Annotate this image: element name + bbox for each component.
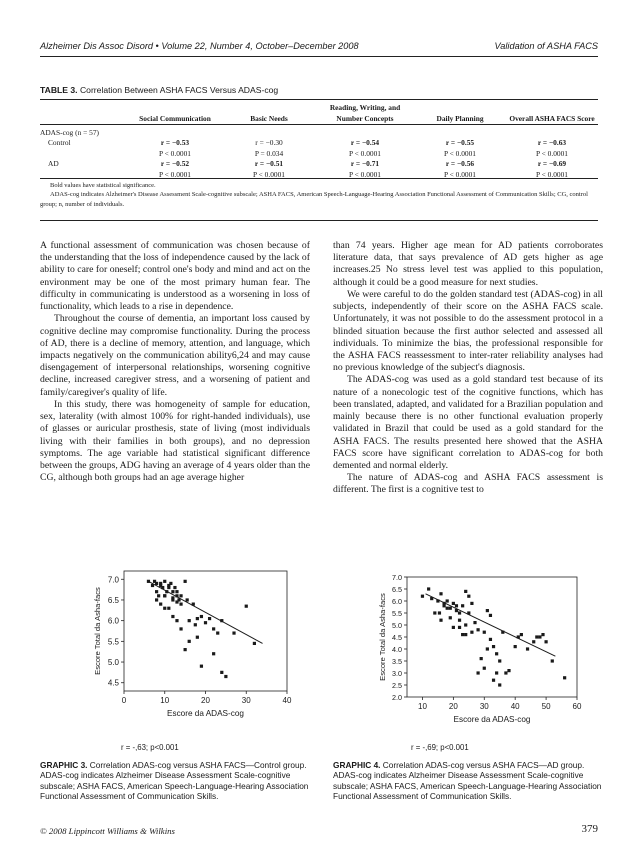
- data-point: [208, 617, 211, 620]
- data-point: [155, 598, 158, 601]
- table-top-rule: [40, 99, 598, 100]
- x-tick-label: 60: [572, 702, 582, 711]
- paragraph: A functional assessment of communication was chosen because of the understanding that the loss of independence caused by the lack of ability to care for oneself; control one's body and mind and act on the environment may be one of the most primary human fear. The difficulty in communicating is understood as a worsening in loss of functionality, which leads to a rise in dependence.: [40, 240, 310, 313]
- graphic-3-caption: [40, 760, 312, 802]
- table-header-cell: Daily Planning: [436, 113, 484, 123]
- data-point: [483, 631, 486, 634]
- data-point: [504, 671, 507, 674]
- x-tick-label: 40: [510, 702, 520, 711]
- data-point: [173, 586, 176, 589]
- data-point: [492, 645, 495, 648]
- data-point: [449, 607, 452, 610]
- journal-citation: Alzheimer Dis Assoc Disord • Volume 22, Number 4, October–December 2008: [40, 41, 359, 51]
- x-tick-label: 20: [448, 702, 458, 711]
- data-point: [461, 604, 464, 607]
- data-point: [163, 607, 166, 610]
- paragraph: than 74 years. Higher age mean for AD patients corroborates literature data, that says prevalence of AD gets higher as age increases.25 No stress level test was applied to this population, although it could be a good measure for next studies.: [333, 240, 603, 288]
- data-point: [458, 611, 461, 614]
- table-cell: P = 0.034: [254, 148, 284, 158]
- caption-text: Correlation ADAS-cog versus ASHA FACS—AD group. ADAS-cog indicates Alzheimer Disease Assessment Scale-cognitive subscale; ASHA FACS, American Speech-Language-Hearing Association Functional Assessment of Communication Skills.: [333, 760, 602, 802]
- paragraph: Throughout the course of dementia, an important loss caused by cognitive decline may compromise functionality. During the process of AD, there is a decline of memory, attention, and language, which impacts negatively on the communication ability6,24 and may cause disengagement of interpersonal relationships, worsening cognitive decline, increased caregiver stress, and a worsening of patient and family/caregiver's quality of life.: [40, 313, 310, 398]
- plot-frame: [124, 571, 287, 691]
- data-point: [489, 638, 492, 641]
- y-tick-label: 2.5: [392, 681, 402, 690]
- table-row: [40, 149, 598, 159]
- data-point: [458, 619, 461, 622]
- graphic-3-stat: r = -,63; p<0.001: [121, 743, 179, 752]
- x-tick-label: 30: [479, 702, 489, 711]
- body-column-right: [333, 240, 603, 497]
- caption-text: Correlation ADAS-cog versus ASHA FACS—Control group. ADAS-cog indicates Alzheimer Disease Assessment Scale-cognitive subscale; ASHA FACS, American Speech-Language-Hearing Association Functional Assessment of Communication Skills.: [40, 760, 309, 802]
- data-point: [200, 615, 203, 618]
- body-column-left: [40, 240, 310, 484]
- data-point: [171, 596, 174, 599]
- y-tick-label: 4.0: [392, 645, 402, 654]
- y-tick-label: 6.0: [107, 616, 119, 626]
- paragraph: The ADAS-cog was used as a gold standard test because of its nature of a nonecologic test of the cognitive functions, which has been translated, adapted, and validated for a Brazilian population and mainly because there is no other functional evaluation properly validated in Brazil that could be used as a gold standard for the ASHA FACS. The results presented here showed that the ASHA FACS score have significant correlation to ADAS-cog for both demented and normal elderly.: [333, 374, 603, 471]
- article-short-title: Validation of ASHA FACS: [494, 41, 598, 51]
- data-point: [427, 587, 430, 590]
- data-point: [163, 580, 166, 583]
- data-point: [464, 590, 467, 593]
- y-tick-label: 5.5: [392, 609, 402, 618]
- data-point: [532, 640, 535, 643]
- data-point: [186, 598, 189, 601]
- table-cell: P < 0.0001: [158, 148, 192, 158]
- data-point: [495, 652, 498, 655]
- data-point: [498, 659, 501, 662]
- graphic-4: [378, 565, 593, 740]
- y-axis-label: Escore Total da Asha-facs: [378, 593, 387, 681]
- data-point: [216, 631, 219, 634]
- paragraph: In this study, there was homogeneity of sample for education, sex, laterality (with almost 100% for right-handed individuals), use of glasses or auricular prosthesis, state of living (most individuals living with their families in both groups), and no depression symptoms. The age variable had statistical significant difference between the groups, ADG having an average of 4 years older than the CG, although both groups had an age average higher: [40, 398, 310, 484]
- data-point: [184, 580, 187, 583]
- x-tick-label: 0: [121, 696, 127, 705]
- data-point: [439, 592, 442, 595]
- table-cell: P < 0.0001: [535, 169, 569, 179]
- x-axis-label: Escore da ADAS-cog: [167, 709, 244, 718]
- table-row: [40, 124, 598, 138]
- y-tick-label: 5.0: [392, 621, 402, 630]
- table-row: [40, 138, 598, 148]
- data-point: [433, 611, 436, 614]
- data-point: [464, 623, 467, 626]
- table-cell: r = −0.56: [445, 159, 475, 169]
- table-end-rule: [40, 220, 598, 221]
- data-point: [470, 602, 473, 605]
- data-point: [188, 619, 191, 622]
- data-point: [194, 623, 197, 626]
- y-tick-label: 6.5: [107, 595, 119, 605]
- table-header-rule: [40, 124, 598, 125]
- data-point: [159, 603, 162, 606]
- data-point: [167, 607, 170, 610]
- paragraph: The nature of ADAS-cog and ASHA FACS assessment is different. The first is a cognitive test to: [333, 472, 603, 496]
- table-cell: r = −0.30: [255, 138, 283, 148]
- data-point: [200, 665, 203, 668]
- data-point: [171, 590, 174, 593]
- table-footnote-bold: Bold values have statistical significance.: [50, 182, 156, 189]
- y-tick-label: 2.0: [392, 693, 402, 702]
- data-point: [544, 640, 547, 643]
- trend-line: [148, 581, 262, 643]
- data-point: [421, 595, 424, 598]
- data-point: [245, 605, 248, 608]
- data-point: [220, 671, 223, 674]
- data-point: [492, 679, 495, 682]
- data-point: [526, 647, 529, 650]
- data-point: [498, 683, 501, 686]
- x-tick-label: 20: [201, 696, 210, 705]
- data-point: [461, 633, 464, 636]
- data-point: [169, 582, 172, 585]
- data-point: [159, 584, 162, 587]
- table-cell: r = −0.69: [537, 159, 567, 169]
- y-tick-label: 3.0: [392, 669, 402, 678]
- y-tick-label: 3.5: [392, 657, 402, 666]
- y-tick-label: 7.0: [392, 573, 402, 582]
- table-cell: r = −0.51: [254, 159, 284, 169]
- table-cell: r = −0.63: [537, 138, 567, 148]
- data-point: [438, 611, 441, 614]
- caption-label: GRAPHIC 3.: [40, 760, 88, 770]
- trend-line: [426, 594, 556, 656]
- x-tick-label: 10: [418, 702, 427, 711]
- data-point: [486, 647, 489, 650]
- data-point: [455, 604, 458, 607]
- table-cell: P < 0.0001: [443, 148, 477, 158]
- data-point: [232, 631, 235, 634]
- table-footnote-abbreviations: ADAS-cog indicates Alzheimer's Disease Assessment Scale-cognitive subscale; ASHA FACS, American Speech-Language-Hearing Association Functional Assessment of Communication Skills; CG, control group; n, number of individuals.: [40, 191, 588, 208]
- scatter-chart-4: [378, 565, 593, 735]
- data-point: [473, 621, 476, 624]
- data-point: [188, 640, 191, 643]
- data-point: [476, 671, 479, 674]
- data-point: [171, 615, 174, 618]
- data-point: [551, 659, 554, 662]
- scatter-chart-3: [88, 565, 298, 735]
- data-point: [449, 616, 452, 619]
- data-point: [464, 633, 467, 636]
- data-point: [467, 595, 470, 598]
- data-point: [541, 633, 544, 636]
- data-point: [489, 614, 492, 617]
- page-number: 379: [581, 823, 598, 835]
- table-cell: r = −0.52: [160, 159, 190, 169]
- table-cell: P < 0.0001: [252, 169, 286, 179]
- table-cell-blank: [40, 149, 128, 159]
- graphic-4-stat: r = -,69; p<0.001: [411, 743, 469, 752]
- table-cell: r = −0.55: [445, 138, 475, 148]
- data-point: [157, 594, 160, 597]
- graphic-3: [88, 565, 298, 740]
- table-cell: P < 0.0001: [348, 169, 382, 179]
- data-point: [204, 621, 207, 624]
- data-point: [514, 645, 517, 648]
- data-point: [470, 631, 473, 634]
- y-tick-label: 4.5: [107, 678, 119, 688]
- table-header-cell: Reading, Writing, and Number Concepts: [329, 103, 401, 123]
- data-point: [535, 635, 538, 638]
- table-title: [40, 85, 278, 95]
- table-label: TABLE 3.: [40, 85, 78, 95]
- data-point: [253, 642, 256, 645]
- table-cell: P < 0.0001: [158, 169, 192, 179]
- data-point: [196, 617, 199, 620]
- paragraph: We were careful to do the golden standard test (ADAS-cog) in all subjects, independently of their score on the ASHA FACS scale. Unfortunately, it was not possible to do the assessment protocol in a blinded situation because the first author selected and assessed all individuals. To minimize the bias, the professional responsible for the ASHA FACS reassessment to inter-rater reliability analyses had no previous knowledge of the subject's diagnosis.: [333, 288, 603, 374]
- table-header-cell: Basic Needs: [250, 113, 288, 123]
- x-tick-label: 50: [541, 702, 551, 711]
- table-bottom-rule: [40, 178, 598, 179]
- data-point: [184, 648, 187, 651]
- table-cell: P < 0.0001: [443, 169, 477, 179]
- y-tick-label: 6.0: [392, 597, 402, 606]
- y-axis-label: Escore Total da Asha-facs: [93, 587, 102, 675]
- table-header-blank: [40, 101, 128, 124]
- data-point: [538, 635, 541, 638]
- data-point: [179, 603, 182, 606]
- header-rule: [40, 56, 598, 57]
- row-label: AD: [48, 159, 59, 169]
- data-point: [175, 590, 178, 593]
- data-point: [175, 600, 178, 603]
- data-point: [452, 626, 455, 629]
- table-cell: P < 0.0001: [535, 148, 569, 158]
- caption-label: GRAPHIC 4.: [333, 760, 381, 770]
- correlation-table: [40, 101, 598, 180]
- data-point: [495, 671, 498, 674]
- x-axis-label: Escore da ADAS-cog: [453, 715, 531, 724]
- table-header-cell: Overall ASHA FACS Score: [509, 113, 595, 123]
- data-point: [452, 602, 455, 605]
- table-header-row: [40, 101, 598, 124]
- y-tick-label: 7.0: [107, 575, 119, 585]
- data-point: [480, 657, 483, 660]
- data-point: [446, 599, 449, 602]
- data-point: [458, 626, 461, 629]
- x-tick-label: 30: [241, 696, 251, 705]
- row-label: Control: [48, 138, 71, 148]
- data-point: [476, 628, 479, 631]
- data-point: [212, 652, 215, 655]
- data-point: [179, 594, 182, 597]
- y-tick-label: 6.5: [392, 585, 402, 594]
- data-point: [212, 627, 215, 630]
- y-tick-label: 4.5: [392, 633, 402, 642]
- table-group-label: ADAS-cog (n = 57): [40, 128, 99, 137]
- data-point: [224, 675, 227, 678]
- data-point: [167, 586, 170, 589]
- y-tick-label: 5.0: [107, 658, 119, 668]
- data-point: [196, 636, 199, 639]
- data-point: [483, 667, 486, 670]
- table-header-cell: Social Communication: [139, 113, 211, 123]
- data-point: [163, 594, 166, 597]
- data-point: [439, 619, 442, 622]
- table-cell: P < 0.0001: [348, 148, 382, 158]
- data-point: [175, 619, 178, 622]
- data-point: [155, 582, 158, 585]
- data-point: [155, 590, 158, 593]
- x-tick-label: 40: [282, 696, 292, 705]
- data-point: [179, 627, 182, 630]
- table-cell: r = −0.53: [160, 138, 190, 148]
- y-tick-label: 5.5: [107, 637, 119, 647]
- graphic-4-caption: [333, 760, 605, 802]
- data-point: [563, 676, 566, 679]
- data-point: [486, 609, 489, 612]
- table-caption: Correlation Between ASHA FACS Versus ADAS-cog: [79, 85, 279, 95]
- x-tick-label: 10: [160, 696, 170, 705]
- table-cell: r = −0.54: [350, 138, 380, 148]
- table-row: [40, 159, 598, 169]
- data-point: [507, 669, 510, 672]
- data-point: [446, 607, 449, 610]
- table-cell: r = −0.71: [350, 159, 380, 169]
- data-point: [520, 633, 523, 636]
- copyright-notice: © 2008 Lippincott Williams & Wilkins: [40, 826, 175, 836]
